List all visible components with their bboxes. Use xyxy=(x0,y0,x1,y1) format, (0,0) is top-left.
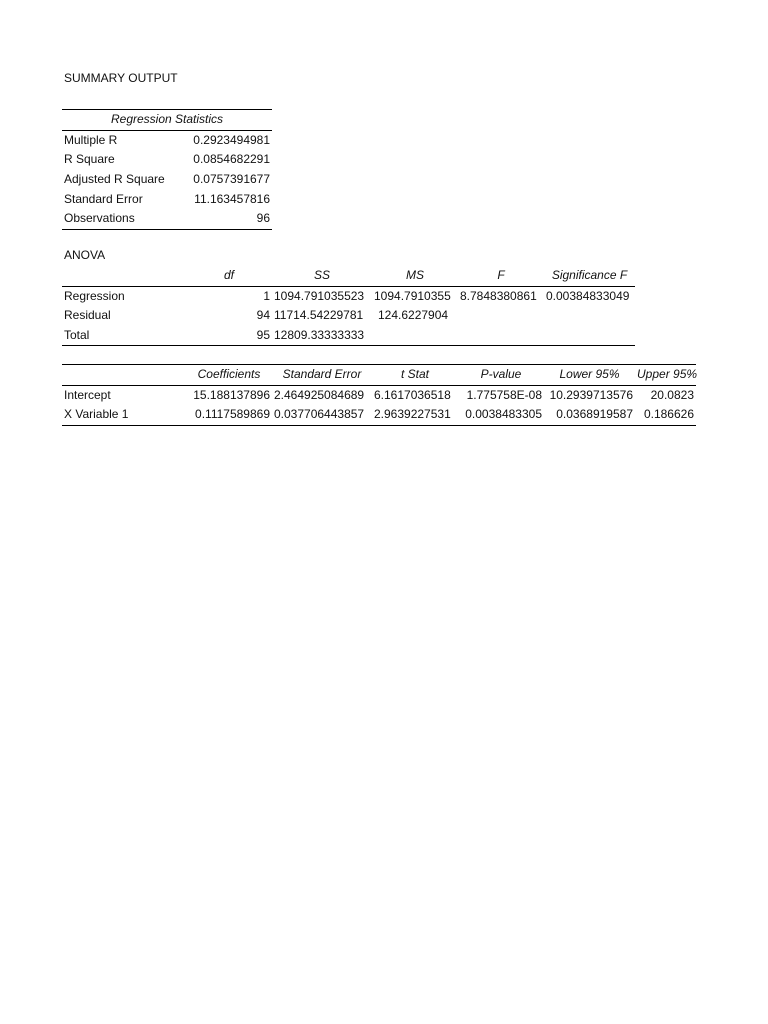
anova-ss: 1094.791035523 xyxy=(274,288,365,303)
table-row xyxy=(62,130,272,150)
anova-f xyxy=(458,326,544,346)
anova-row-label: Total xyxy=(62,326,186,346)
coef-standard-error: 2.464925084689 xyxy=(274,387,365,402)
anova-f: 8.7848380861 xyxy=(460,288,537,303)
anova-ss: 11714.54229781 xyxy=(274,308,364,323)
anova-header-ms: MS xyxy=(372,266,458,286)
coef-p-value: 1.775758E-08 xyxy=(466,387,542,402)
anova-ms xyxy=(372,326,458,346)
anova-label: ANOVA xyxy=(64,248,106,262)
anova-header-ss: SS xyxy=(272,266,372,286)
anova-row-label: Residual xyxy=(64,308,111,323)
stat-label: Observations xyxy=(62,209,186,229)
coef-header-coefficients: Coefficients xyxy=(186,365,272,386)
anova-ms: 1094.7910355 xyxy=(374,288,451,303)
regression-statistics-table xyxy=(62,109,272,230)
stat-value: 0.0854682291 xyxy=(193,152,271,167)
coef-p-value: 0.0038483305 xyxy=(458,405,544,425)
table-row xyxy=(62,405,696,425)
anova-df: 95 xyxy=(186,326,272,346)
table-row xyxy=(62,209,272,229)
coef-row-label: X Variable 1 xyxy=(62,405,186,425)
stat-value: 0.0757391677 xyxy=(193,172,271,187)
coefficients-table xyxy=(62,364,696,426)
coef-header-upper-95: Upper 95% xyxy=(635,365,696,386)
stat-label: Standard Error xyxy=(64,191,143,206)
coef-upper-95: 0.186626 xyxy=(635,405,696,425)
table-row xyxy=(62,326,635,346)
anova-significance-f xyxy=(544,326,635,346)
stat-value: 96 xyxy=(186,209,272,229)
anova-df: 1 xyxy=(263,288,270,303)
table-row xyxy=(62,286,635,306)
anova-table xyxy=(62,266,635,346)
coef-t-stat: 2.9639227531 xyxy=(372,405,458,425)
coef-standard-error: 0.037706443857 xyxy=(272,405,372,425)
anova-header-significance-f: Significance F xyxy=(544,266,635,286)
coef-lower-95: 0.0368919587 xyxy=(544,405,635,425)
stat-label: R Square xyxy=(64,152,115,167)
table-row xyxy=(62,150,272,170)
anova-row-label: Regression xyxy=(64,288,125,303)
coef-header-lower-95: Lower 95% xyxy=(544,365,635,386)
anova-f xyxy=(458,306,544,326)
summary-title: SUMMARY OUTPUT xyxy=(64,71,178,85)
anova-ms: 124.6227904 xyxy=(378,308,449,323)
coef-row-label: Intercept xyxy=(64,387,111,402)
stat-label: Multiple R xyxy=(64,132,118,147)
anova-header-f: F xyxy=(458,266,544,286)
stat-value: 0.2923494981 xyxy=(193,132,271,147)
coef-header-p-value: P-value xyxy=(458,365,544,386)
anova-ss: 12809.33333333 xyxy=(272,326,372,346)
table-row xyxy=(62,189,272,209)
coef-header-standard-error: Standard Error xyxy=(272,365,372,386)
table-row xyxy=(62,306,635,326)
anova-header-df: df xyxy=(186,266,272,286)
stat-label: Adjusted R Square xyxy=(64,172,165,187)
coef-upper-95: 20.0823 xyxy=(650,387,694,402)
stat-value: 11.163457816 xyxy=(194,191,271,206)
regression-statistics-header: Regression Statistics xyxy=(62,110,272,131)
coef-value: 0.1117589869 xyxy=(186,405,272,425)
coef-t-stat: 6.1617036518 xyxy=(374,387,451,402)
table-row xyxy=(62,170,272,190)
anova-df: 94 xyxy=(256,308,270,323)
coef-lower-95: 10.2939713576 xyxy=(549,387,633,402)
coef-header-t-stat: t Stat xyxy=(372,365,458,386)
table-row xyxy=(62,385,696,405)
coef-value: 15.188137896 xyxy=(193,387,270,402)
anova-significance-f xyxy=(544,306,635,326)
anova-significance-f: 0.00384833049 xyxy=(546,288,630,303)
